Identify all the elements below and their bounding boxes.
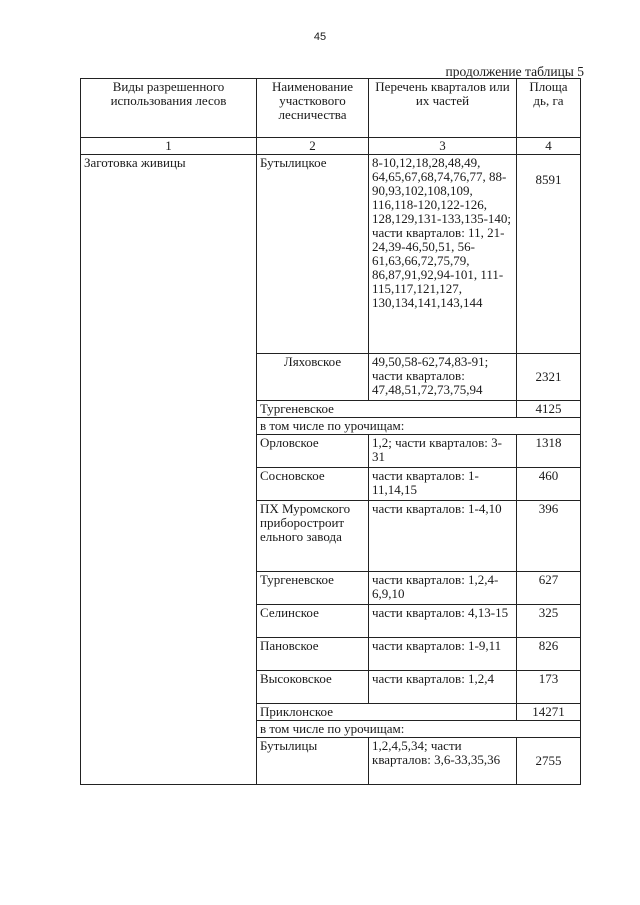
area-value: 325 bbox=[517, 605, 581, 638]
tract-name: ПХ Муромского приборостроит ельного завода bbox=[257, 501, 369, 572]
tract-name: Пановское bbox=[257, 638, 369, 671]
area-value: 14271 bbox=[517, 704, 581, 721]
tract-name: Сосновское bbox=[257, 468, 369, 501]
tract-name: Бутылицы bbox=[257, 738, 369, 785]
subtitle-by-tract: в том числе по урочищам: bbox=[257, 721, 581, 738]
area-value: 2321 bbox=[517, 354, 581, 401]
forest-use-table bbox=[80, 78, 581, 785]
header-forestry-name: Наименование участкового лесничества bbox=[257, 79, 369, 138]
forestry-name: Приклонское bbox=[257, 704, 517, 721]
activity-cell: Заготовка живицы bbox=[81, 155, 257, 785]
area-value: 173 bbox=[517, 671, 581, 704]
quarters-list: части кварталов: 1,2,4-6,9,10 bbox=[369, 572, 517, 605]
column-number: 4 bbox=[517, 138, 581, 155]
tract-name: Тургеневское bbox=[257, 572, 369, 605]
area-value: 4125 bbox=[517, 401, 581, 418]
page-number: 45 bbox=[313, 31, 327, 43]
quarters-list: части кварталов: 1-11,14,15 bbox=[369, 468, 517, 501]
column-number-row bbox=[81, 138, 581, 155]
table-row bbox=[81, 155, 581, 354]
table-continuation-label: продолжение таблицы 5 bbox=[445, 64, 584, 79]
header-area: Площа дь, га bbox=[517, 79, 581, 138]
area-value: 460 bbox=[517, 468, 581, 501]
column-number: 2 bbox=[257, 138, 369, 155]
area-value: 826 bbox=[517, 638, 581, 671]
subtitle-by-tract: в том числе по урочищам: bbox=[257, 418, 581, 435]
quarters-list: 1,2; части кварталов: 3-31 bbox=[369, 435, 517, 468]
header-quarters-list: Перечень кварталов или их частей bbox=[369, 79, 517, 138]
area-value: 2755 bbox=[517, 738, 581, 785]
area-value: 1318 bbox=[517, 435, 581, 468]
column-number: 3 bbox=[369, 138, 517, 155]
forestry-name: Тургеневское bbox=[257, 401, 517, 418]
forestry-name: Ляховское bbox=[257, 354, 369, 401]
tract-name: Высоковское bbox=[257, 671, 369, 704]
quarters-list: части кварталов: 1,2,4 bbox=[369, 671, 517, 704]
quarters-list: 8-10,12,18,28,48,49, 64,65,67,68,74,76,77, 88-90,93,102,108,109, 116,118-120,122-126, 128,129,131-133,135-140; части кварталов: 11, 21-24,39-46,50,51, 56-61,63,66,72,75,79, 86,87,91,92,94-101, 111-115,117,121,127, 130,134,141,143,144 bbox=[369, 155, 517, 354]
forestry-name: Бутылицкое bbox=[257, 155, 369, 354]
area-value: 627 bbox=[517, 572, 581, 605]
column-number: 1 bbox=[81, 138, 257, 155]
tract-name: Орловское bbox=[257, 435, 369, 468]
area-value: 396 bbox=[517, 501, 581, 572]
quarters-list: 49,50,58-62,74,83-91; части кварталов: 47,48,51,72,73,75,94 bbox=[369, 354, 517, 401]
quarters-list: части кварталов: 1-9,11 bbox=[369, 638, 517, 671]
tract-name: Селинское bbox=[257, 605, 369, 638]
header-use-type: Виды разрешенного использования лесов bbox=[81, 79, 257, 138]
area-value: 8591 bbox=[517, 155, 581, 354]
quarters-list: части кварталов: 1-4,10 bbox=[369, 501, 517, 572]
table-header-row bbox=[81, 79, 581, 138]
quarters-list: 1,2,4,5,34; части кварталов: 3,6-33,35,36 bbox=[369, 738, 517, 785]
quarters-list: части кварталов: 4,13-15 bbox=[369, 605, 517, 638]
